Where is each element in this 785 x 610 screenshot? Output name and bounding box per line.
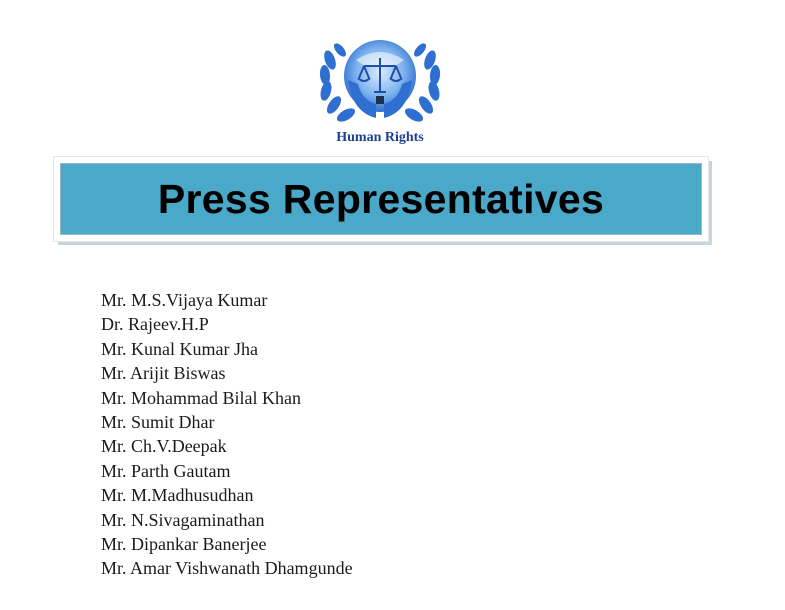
human-rights-logo	[314, 30, 446, 148]
list-item: Mr. Ch.V.Deepak	[101, 436, 227, 457]
list-item: Mr. M.S.Vijaya Kumar	[101, 290, 268, 310]
list-item: Mr. Mohammad Bilal Khan	[101, 387, 301, 408]
page-title: Press Representatives	[157, 175, 605, 222]
list-item: Mr. Dipankar Banerjee	[101, 534, 267, 555]
representatives-list	[101, 288, 353, 581]
title-banner	[54, 157, 708, 241]
title-banner-fill	[60, 163, 702, 235]
list-item: Mr. Amar Vishwanath Dhamgunde	[101, 558, 353, 579]
list-item: Mr. Sumit Dhar	[101, 412, 215, 433]
list-item: Mr. Arijit Biswas	[101, 363, 226, 384]
un-wreath-scales-of-justice-hands-icon	[314, 30, 446, 130]
logo-caption: Human Rights	[336, 130, 424, 145]
list-item: Mr. Kunal Kumar Jha	[101, 338, 258, 359]
list-item: Mr. N.Sivagaminathan	[101, 509, 265, 530]
list-item: Mr. M.Madhusudhan	[101, 485, 254, 506]
list-item: Mr. Parth Gautam	[101, 460, 231, 481]
list-item: Dr. Rajeev.H.P	[101, 314, 209, 335]
